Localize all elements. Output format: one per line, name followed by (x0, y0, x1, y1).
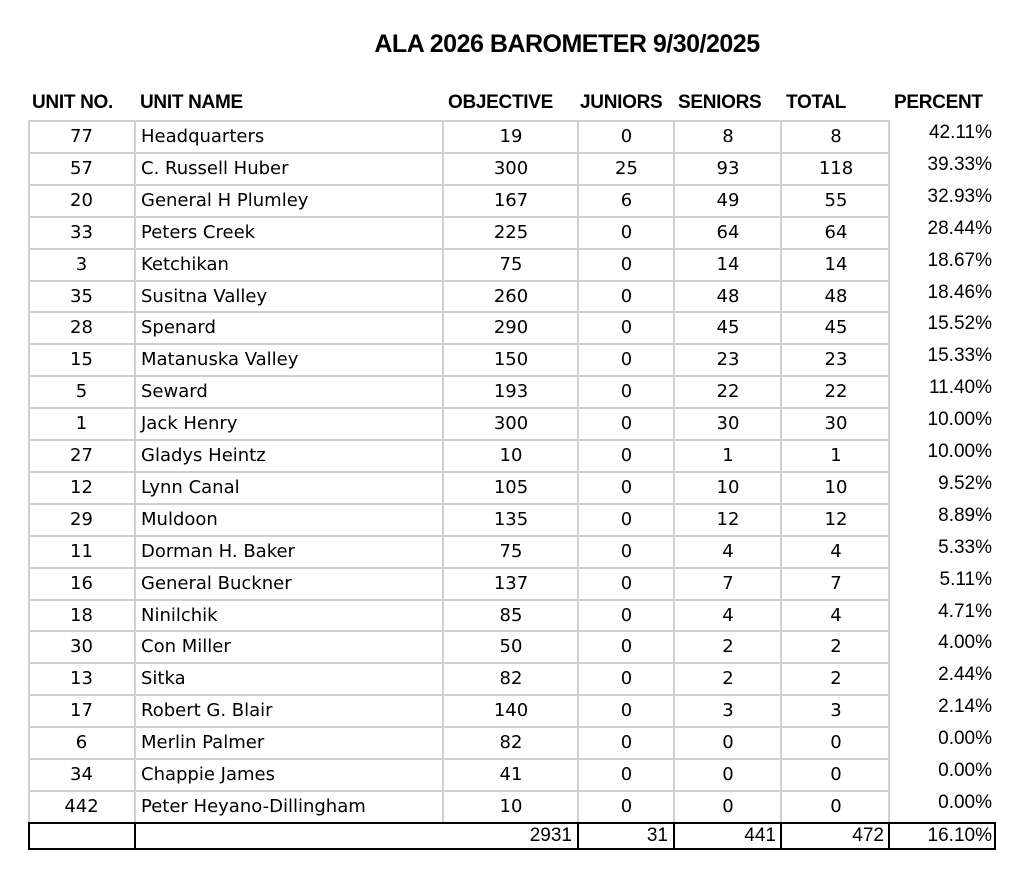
percent-cell: 0.00% (938, 728, 992, 750)
unit-no-cell: 29 (70, 508, 93, 530)
unit-name-cell: Con Miller (141, 636, 231, 658)
juniors-cell: 6 (620, 189, 633, 211)
unit-no-cell: 13 (70, 668, 93, 690)
unit-no-cell: 6 (75, 732, 88, 754)
juniors-cell: 0 (620, 413, 633, 435)
seniors-cell: 4 (722, 604, 734, 626)
objective-cell: 105 (493, 476, 529, 498)
objective-cell: 41 (499, 764, 523, 785)
total-cell: 12 (824, 508, 848, 530)
total-cell: 3 (830, 700, 842, 722)
unit-name-cell: Seward (141, 381, 208, 403)
totals-divider (780, 822, 782, 850)
table-row (28, 184, 890, 216)
table-row (28, 567, 890, 599)
unit-name-cell: Peters Creek (141, 221, 256, 243)
page-title: ALA 2026 BAROMETER 9/30/2025 (374, 30, 760, 58)
objective-cell: 225 (493, 221, 529, 243)
totals-divider (673, 822, 675, 850)
objective-cell: 300 (493, 413, 529, 435)
seniors-cell: 2 (722, 668, 734, 690)
table-row (28, 535, 890, 567)
unit-name-cell: C. Russell Huber (141, 157, 289, 179)
seniors-cell: 0 (722, 732, 734, 754)
table-row (28, 407, 890, 439)
seniors-cell: 8 (722, 126, 734, 147)
objective-cell: 193 (493, 381, 529, 403)
header-juniors: JUNIORS (580, 92, 663, 113)
unit-no-cell: 12 (70, 476, 93, 498)
table-row (28, 726, 890, 758)
juniors-cell: 0 (620, 636, 633, 658)
total-cell: 4 (830, 540, 842, 562)
table-row (28, 630, 890, 662)
header-unit-no: UNIT NO. (32, 92, 113, 113)
total-cell: 14 (824, 253, 848, 275)
percent-cell: 5.33% (938, 536, 992, 558)
seniors-cell: 1 (722, 445, 734, 466)
table-row (28, 248, 890, 280)
objective-cell: 75 (499, 540, 523, 562)
unit-name-cell: Chappie James (141, 764, 275, 785)
unit-no-cell: 27 (70, 445, 93, 466)
percent-cell: 18.46% (927, 281, 992, 303)
percent-cell: 0.00% (938, 760, 992, 781)
table-row (28, 152, 890, 184)
table-row (28, 311, 890, 343)
table-row (28, 343, 890, 375)
total-total: 472 (852, 825, 884, 846)
total-cell: 55 (824, 189, 848, 211)
seniors-cell: 4 (722, 540, 734, 562)
objective-cell: 50 (499, 636, 523, 658)
unit-no-cell: 1 (75, 413, 88, 435)
percent-cell: 42.11% (928, 122, 992, 143)
objective-cell: 260 (493, 285, 529, 307)
objective-cell: 167 (493, 189, 529, 211)
objective-cell: 10 (499, 795, 523, 817)
seniors-cell: 7 (722, 572, 734, 594)
unit-name-cell: Dorman H. Baker (141, 540, 295, 562)
header-seniors: SENIORS (678, 92, 762, 113)
juniors-cell: 0 (620, 476, 633, 498)
total-cell: 45 (824, 317, 848, 339)
unit-no-cell: 11 (70, 540, 93, 562)
unit-no-cell: 18 (70, 604, 93, 626)
seniors-cell: 0 (722, 764, 734, 785)
table-row (28, 599, 890, 631)
total-cell: 30 (824, 413, 848, 435)
total-cell: 0 (830, 732, 842, 754)
percent-cell: 15.52% (927, 313, 992, 335)
percent-cell: 9.52% (938, 472, 992, 494)
percent-cell: 10.00% (927, 441, 992, 462)
header-total: TOTAL (786, 92, 847, 113)
percent-cell: 39.33% (927, 153, 992, 175)
objective-cell: 10 (499, 445, 523, 466)
totals-divider (888, 822, 890, 850)
header-objective: OBJECTIVE (448, 92, 553, 113)
unit-no-cell: 16 (70, 572, 93, 594)
unit-name-cell: Lynn Canal (141, 476, 240, 498)
seniors-cell: 3 (722, 700, 734, 722)
juniors-cell: 0 (620, 540, 633, 562)
unit-no-cell: 34 (70, 764, 93, 785)
unit-no-cell: 3 (75, 253, 88, 275)
seniors-cell: 22 (716, 381, 740, 403)
totals-divider (577, 822, 579, 850)
unit-name-cell: Headquarters (141, 126, 265, 147)
juniors-cell: 0 (620, 221, 633, 243)
unit-name-cell: Sitka (141, 668, 186, 690)
seniors-cell: 30 (716, 413, 740, 435)
juniors-cell: 0 (620, 253, 633, 275)
percent-cell: 8.89% (938, 504, 992, 526)
juniors-cell: 0 (620, 508, 633, 530)
percent-cell: 32.93% (927, 185, 992, 207)
percent-cell: 28.44% (927, 217, 992, 239)
unit-no-cell: 77 (70, 126, 93, 147)
unit-name-cell: Merlin Palmer (141, 732, 265, 754)
total-seniors: 441 (744, 825, 776, 846)
objective-cell: 140 (493, 700, 529, 722)
seniors-cell: 48 (716, 285, 740, 307)
total-cell: 7 (830, 572, 842, 594)
percent-cell: 4.71% (938, 600, 992, 622)
total-juniors: 31 (646, 825, 668, 846)
juniors-cell: 0 (620, 445, 633, 466)
unit-no-cell: 35 (70, 285, 93, 307)
total-cell: 22 (824, 381, 848, 403)
unit-no-cell: 442 (64, 795, 99, 817)
objective-cell: 150 (493, 349, 529, 371)
unit-name-cell: Ninilchik (141, 604, 218, 626)
objective-cell: 137 (493, 572, 529, 594)
table-row (28, 694, 890, 726)
percent-cell: 0.00% (938, 791, 992, 813)
percent-cell: 2.44% (938, 664, 992, 686)
unit-name-cell: Spenard (141, 317, 216, 339)
total-cell: 23 (824, 349, 848, 371)
totals-divider (134, 822, 136, 850)
juniors-cell: 0 (620, 668, 633, 690)
unit-no-cell: 33 (70, 221, 93, 243)
total-cell: 4 (830, 604, 842, 626)
juniors-cell: 0 (620, 126, 633, 147)
table-row (28, 758, 890, 790)
table-row (28, 375, 890, 407)
juniors-cell: 0 (620, 604, 633, 626)
total-cell: 8 (830, 126, 842, 147)
table-row (28, 120, 890, 152)
total-cell: 48 (824, 285, 848, 307)
total-percent: 16.10% (927, 825, 992, 846)
table-row (28, 280, 890, 312)
unit-name-cell: Muldoon (141, 508, 218, 530)
unit-name-cell: Jack Henry (141, 413, 238, 435)
juniors-cell: 0 (620, 317, 633, 339)
unit-no-cell: 30 (70, 636, 93, 658)
table-row (28, 503, 890, 535)
seniors-cell: 14 (716, 253, 740, 275)
unit-name-cell: General H Plumley (141, 189, 309, 211)
table-row (28, 662, 890, 694)
header-percent: PERCENT (894, 92, 983, 113)
objective-cell: 135 (493, 508, 529, 530)
total-cell: 0 (830, 795, 842, 817)
juniors-cell: 0 (620, 349, 633, 371)
unit-no-cell: 15 (70, 349, 93, 371)
unit-no-cell: 28 (70, 317, 93, 339)
total-cell: 2 (830, 668, 842, 690)
total-cell: 1 (830, 445, 842, 466)
juniors-cell: 0 (620, 764, 633, 785)
seniors-cell: 0 (722, 795, 734, 817)
seniors-cell: 64 (716, 221, 740, 243)
table-row (28, 790, 890, 822)
unit-name-cell: Susitna Valley (141, 285, 268, 307)
percent-cell: 18.67% (927, 249, 992, 271)
unit-no-cell: 17 (70, 700, 93, 722)
objective-cell: 19 (499, 126, 523, 147)
seniors-cell: 49 (716, 189, 740, 211)
total-cell: 64 (824, 221, 848, 243)
juniors-cell: 0 (620, 572, 633, 594)
objective-cell: 290 (493, 317, 529, 339)
percent-cell: 11.40% (928, 377, 992, 399)
objective-cell: 85 (499, 604, 523, 626)
unit-name-cell: Gladys Heintz (141, 445, 266, 466)
unit-no-cell: 20 (70, 189, 93, 211)
total-cell: 2 (830, 636, 842, 658)
unit-name-cell: Robert G. Blair (141, 700, 273, 722)
juniors-cell: 0 (620, 700, 633, 722)
unit-name-cell: General Buckner (141, 572, 292, 594)
seniors-cell: 10 (716, 476, 740, 498)
percent-cell: 15.33% (927, 345, 992, 367)
percent-cell: 5.11% (939, 568, 992, 590)
header-unit-name: UNIT NAME (140, 92, 243, 113)
percent-cell: 10.00% (927, 409, 992, 431)
seniors-cell: 93 (716, 157, 740, 179)
seniors-cell: 2 (722, 636, 734, 658)
total-cell: 118 (818, 157, 854, 179)
juniors-cell: 0 (620, 732, 633, 754)
objective-cell: 82 (499, 732, 523, 754)
percent-cell: 2.14% (938, 696, 992, 718)
seniors-cell: 23 (716, 349, 740, 371)
juniors-cell: 25 (615, 157, 638, 179)
objective-cell: 75 (499, 253, 523, 275)
unit-no-cell: 5 (75, 381, 88, 403)
juniors-cell: 0 (620, 285, 633, 307)
percent-cell: 4.00% (938, 632, 992, 654)
unit-name-cell: Peter Heyano-Dillingham (141, 795, 366, 817)
table-row (28, 471, 890, 503)
juniors-cell: 0 (620, 795, 633, 817)
total-cell: 10 (824, 476, 848, 498)
table-row (28, 216, 890, 248)
objective-cell: 82 (499, 668, 523, 690)
seniors-cell: 45 (716, 317, 740, 339)
total-objective: 2931 (529, 825, 572, 846)
unit-name-cell: Matanuska Valley (141, 349, 299, 371)
objective-cell: 300 (493, 157, 529, 179)
table-row (28, 439, 890, 471)
unit-no-cell: 57 (70, 157, 93, 179)
total-cell: 0 (830, 764, 842, 785)
unit-name-cell: Ketchikan (141, 253, 229, 275)
seniors-cell: 12 (716, 508, 740, 530)
juniors-cell: 0 (620, 381, 633, 403)
